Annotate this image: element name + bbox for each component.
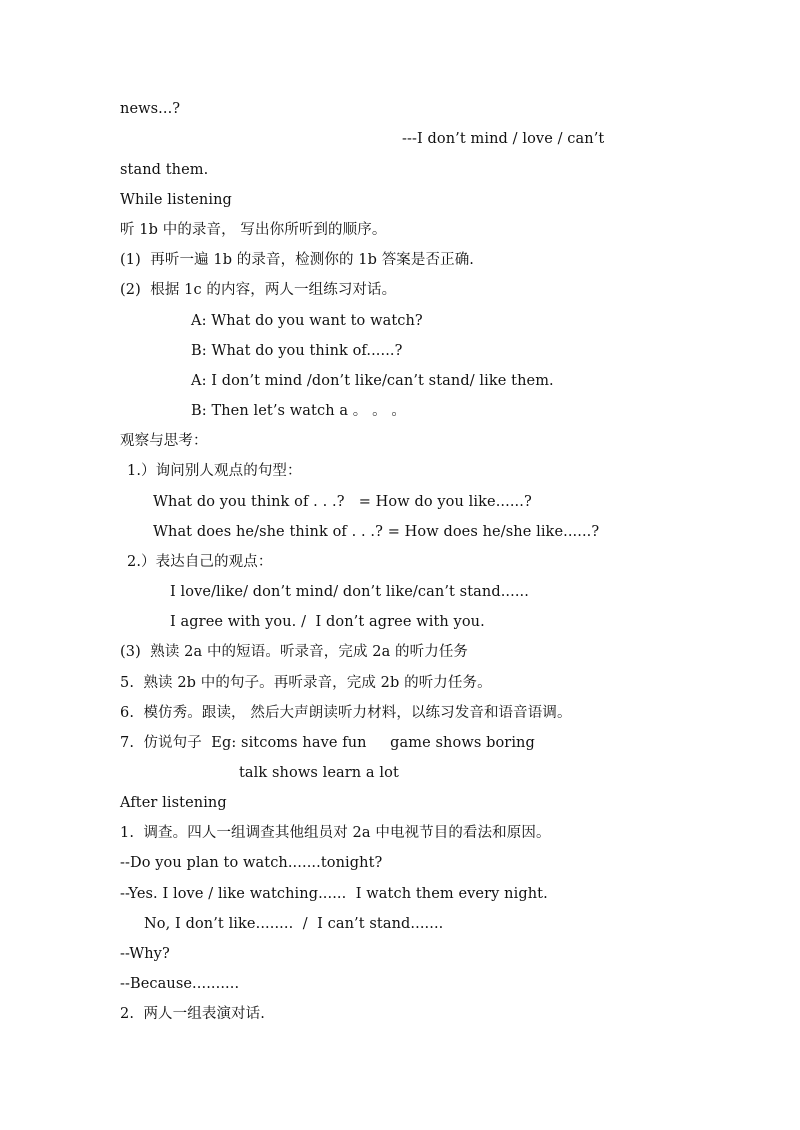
instruction-listen-1b: 听 1b 中的录音， 写出你所听到的顺序。 [120,222,387,238]
dialogue-line-no: No, I don’t like........ / I can’t stand....... [144,916,444,932]
text-line-stand-them: stand them. [120,162,209,178]
dialogue-line-plan: --Do you plan to watch.......tonight? [120,855,383,871]
dialogue-line-b2: B: Then let’s watch a 。 。 。 [191,403,407,419]
instruction-item-1: (1) 再听一遍 1b 的录音，检测你的 1b 答案是否正确. [120,252,475,268]
pattern-line-3: I love/like/ don’t mind/ don’t like/can’t stand...... [170,584,529,600]
instruction-item-7: 7. 仿说句子 Eg: sitcoms have fun game shows boring [120,735,535,751]
dialogue-line-a1: A: What do you want to watch? [191,313,423,329]
pattern-line-1: What do you think of . . .? = How do you like......? [153,494,532,510]
instruction-item-3: (3) 熟读 2a 中的短语。听录音，完成 2a 的听力任务 [120,644,469,660]
instruction-pair-act: 2. 两人一组表演对话. [120,1006,265,1022]
text-line-news: news...? [120,101,181,117]
instruction-item-5: 5. 熟读 2b 中的句子。再听录音，完成 2b 的听力任务。 [120,675,492,691]
subheading-express-opinion: 2.）表达自己的观点： [127,554,273,570]
section-heading-observe: 观察与思考： [120,433,208,449]
instruction-item-2: (2) 根据 1c 的内容，两人一组练习对话。 [120,282,397,298]
dialogue-line-why: --Why? [120,946,170,962]
dialogue-line-a2: A: I don’t mind /don’t like/can’t stand/ like them. [191,373,554,389]
instruction-item-6: 6. 模仿秀。跟读， 然后大声朗读听力材料，以练习发音和语音语调。 [120,705,572,721]
pattern-line-2: What does he/she think of . . .? = How does he/she like......? [153,524,600,540]
example-line: talk shows learn a lot [239,765,399,781]
pattern-line-4: I agree with you. / I don’t agree with you. [170,614,485,630]
instruction-survey: 1. 调查。四人一组调查其他组员对 2a 中电视节目的看法和原因。 [120,825,551,841]
subheading-ask-opinion: 1.）询问别人观点的句型： [127,463,302,479]
dialogue-line-b1: B: What do you think of......? [191,343,403,359]
text-line-response: ---I don’t mind / love / can’t [402,131,605,147]
section-heading-while: While listening [120,192,232,208]
dialogue-line-yes: --Yes. I love / like watching...... I watch them every night. [120,886,548,902]
section-heading-after: After listening [120,795,227,811]
dialogue-line-because: --Because.......... [120,976,240,992]
